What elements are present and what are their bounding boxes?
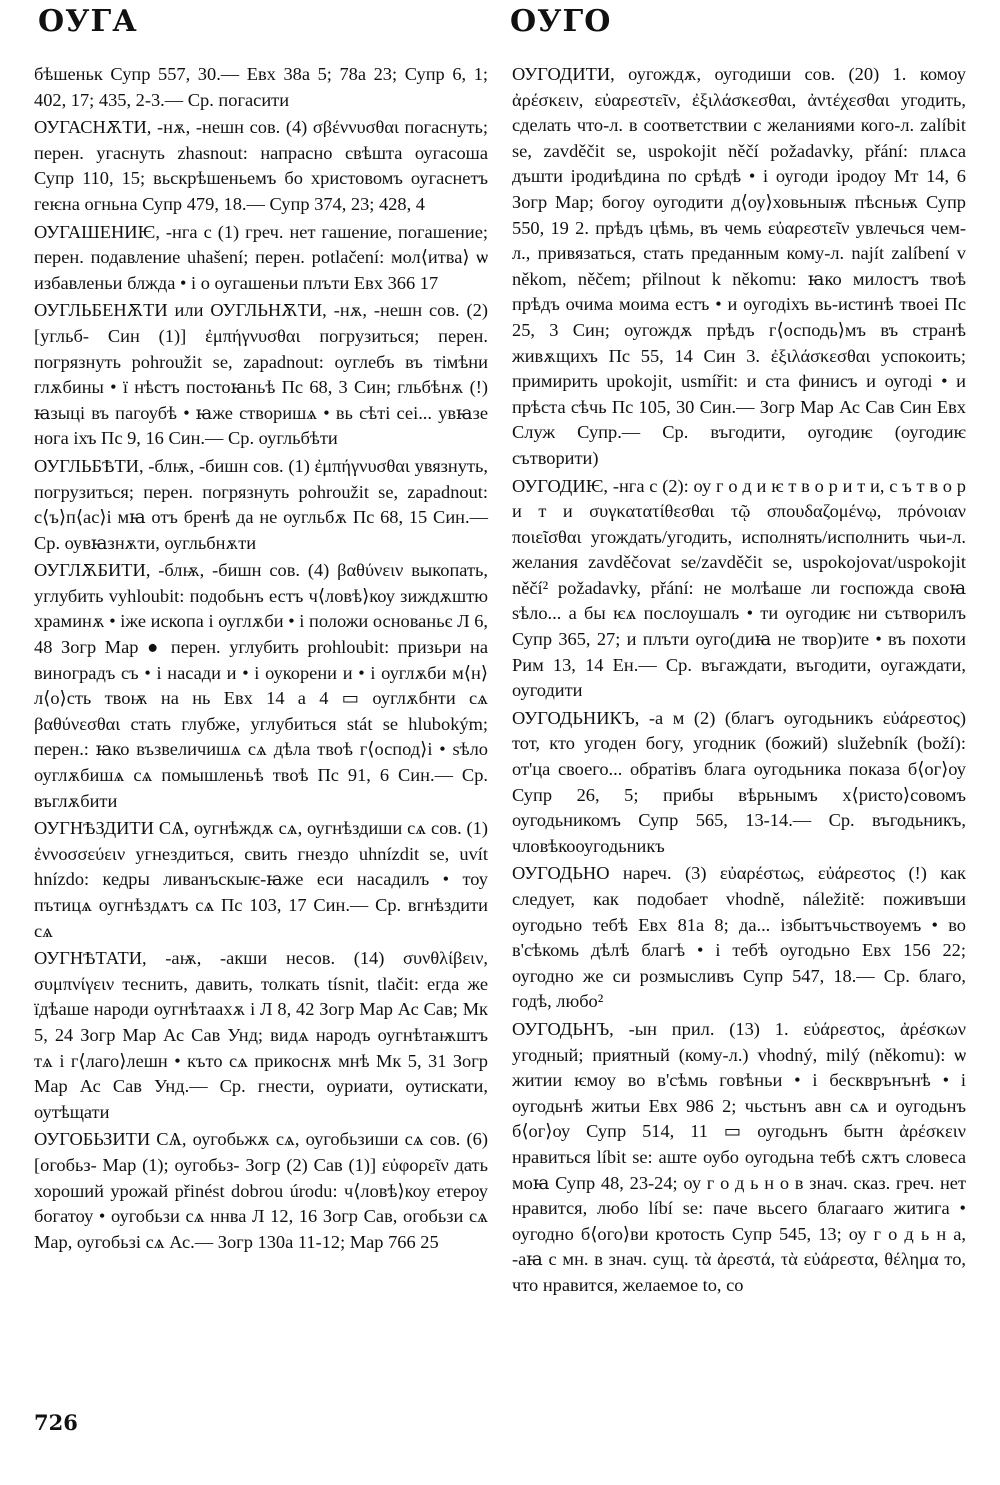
- page-number: 726: [34, 1410, 78, 1435]
- running-head-right: ОУГО: [510, 4, 612, 39]
- dictionary-entry: ОУГЛЬБѢТИ, -блѭ, -бишн сов. (1) ἐμπήγνυσθαι увязнуть, погрузиться; перен. погрязнуть pohroužit se, zapadnout: с⟨ъ⟩п⟨ас⟩і мꙗ отъ бренѣ да не оугльбѫ Пс 68, 15 Син.— Ср. оувꙗзнѫти, оугльбнѫти: [34, 455, 488, 553]
- dictionary-entry: ОУГЛЬБЕНѪТИ или ОУГЛЬНѪТИ, -нѫ, -нешн сов. (2) [угльб- Син (1)] ἐμπήγνυσθαι погрузиться; перен. погрязнуть pohroužit se, zapadnout: оуглебъ въ тімѣни глѫбины • ї нѣстъ постоꙗньѣ Пс 68, 3 Син; гльбѣнѫ (!) ꙗзыці въ пагоубѣ • ꙗже створишѧ • вь сѣті сеі... увꙗзе нога іхъ Пс 9, 16 Син.— Ср. оугльбѣти: [34, 300, 488, 449]
- running-head-left: ОУГА: [38, 4, 138, 39]
- dictionary-entry: ОУГНѢТАТИ, -аѭ, -акши несов. (14) συνθλίβειν, συμπνίγειν теснить, давить, толкать tísnit, tlačit: егда же їдѣаше народи оугнѣтаахѫ і Л 8, 42 Зогр Мар Ас Сав; Мк 5, 24 Зогр Мар Ас Сав Унд; видѧ народъ оугнѣтаѭштъ тѧ і г⟨лаго⟩лешн • къто сѧ прикоснѫ мнѣ Мк 5, 31 Зогр Мар Ас Сав Унд.— Ср. гнести, оуриати, оутискати, оутѣщати: [34, 948, 488, 1122]
- dictionary-entry: ОУГОДИТИ, оугождѫ, оугодиши сов. (20) 1. комоу ἀρέσκειν, εὐαρεστεῖν, ἐξιλάσκεσθαι, ἀντέχεσθαι угодить, сделать что-л. в соответствии с желаниями кого-л. zalíbit se, zavděčit se, uspokojit něčí požadavky, přání: плѧса дъшти іродиѣдина по срѣдѣ • і оугоди іродоу Мт 14, 6 Зогр Мар; богоу оугодити д⟨оу⟩ховьныѭ пѣсньѭ Супр 550, 19 2. прѣдъ цѣмь, въ чемь εὐαρεστεῖν увлечься чем-л., привязаться, стать преданным кому-л. najít zalíbení v někom, něčem; přilnout k někomu: ꙗко милостъ твоѣ прѣдъ очима моима естъ • и оугодіхъ вь-истинѣ твоеі Пс 25, 3 Син; оугождѫ прѣдъ г⟨осподь⟩мъ въ странѣ живѫщихъ Пс 55, 14 Син 3. ἐξιλάσκεσθαι успокоить; примирить upokojit, usmířit: и ста финисъ и оугоді • и прѣста сѣчь Пс 105, 30 Син.— Зогр Мар Ас Сав Син Евх Служ Супр.— Ср. въгодити, оугодиѥ (оугодиѥ сътворити): [512, 64, 966, 468]
- dictionary-entry: ОУГОБЬЗИТИ СѦ, оугобьжѫ сѧ, оугобьзиши сѧ сов. (6) [огобьз- Мар (1); оугобьз- Зогр (2) Сав (1)] εὐφορεῖν дать хороший урожай přinést dobrou úrodu: ч⟨ловѣ⟩коу етероу богатоу • оугобьзи сѧ ннва Л 12, 16 Зогр Сав, огобьзи сѧ Мар, оугобьзі сѧ Ас.— Зогр 130а 11-12; Мар 766 25: [34, 1129, 488, 1252]
- left-column: [34, 62, 488, 1255]
- dictionary-entry: ОУГОДЬНЪ, -ын прил. (13) 1. εὐάρεστος, ἀρέσκων угодный; приятный (кому-л.) vhodný, milý (někomu): ѡ житии ѥмоу во в'сѣмь говѣньи • і бескврънънѣ • і оугодьнѣ житьи Евх 986 2; чьстьнъ авн сѧ и оугодьнъ б⟨ог⟩оу Супр 514, 11 ▭ оугодьнъ бытн ἀρέσκειν нравиться líbit se: аште оубо оугодьна тебѣ сѫтъ словеса моꙗ Супр 48, 23-24; оу г о д ь н о в знач. сказ. греч. нет нравится, любо líbí se: паче вьсего благааго житига • оугодно б⟨ого⟩ви кротость Супр 545, 13; оу г о д ь н а, -аꙗ с мн. в знач. сущ. τὰ ἀρεστά, τὰ εὐάρεστα, θέλημα то, что нравится, желаемое to, co: [512, 1018, 966, 1295]
- dictionary-entry: ОУГОДЬНО нареч. (3) εὐαρέστως, εὐάρεστος (!) как следует, как подобает vhodně, náležitě: поживъши оугодьно тебѣ Евх 81а 8; да... ізбытъчьствоуемъ • во в'сѣкомь дѣлѣ благѣ • і тебѣ оугодьно Евх 156 22; оугодно же си розмысливъ Супр 547, 18.— Ср. благо, годѣ, любо²: [512, 863, 966, 1012]
- dictionary-entry: ОУГАШЕНИѤ, -нга с (1) греч. нет гашение, погашение; перен. подавление uhašení; перен. potlačení: мол⟨итва⟩ ѡ избавленьи блжда • і о оугашеньи плъти Евх 366 17: [34, 221, 488, 293]
- entry-continuation: бѣшеньк Супр 557, 30.— Евх 38а 5; 78а 23; Супр 6, 1; 402, 17; 435, 2-3.— Ср. погасити: [34, 64, 488, 110]
- dictionary-entry: ОУГЛѪБИТИ, -блѭ, -бишн сов. (4) βαθύνειν выкопать, углубить vyhloubit: подобьнъ естъ ч⟨ловѣ⟩коу зиждѫштю храминѫ • іже ископа і оуглѫби • і положи основаньє Л 6, 48 Зогр Мар ● перен. углубить prohloubit: призьри на виноградъ съ • і насади и • і оукорени и • і оуглѫби м⟨н⟩л⟨о⟩сть твоѭ на нь Евх 14 а 4 ▭ оуглѫбнти сѧ βαθύνεσθαι стать глубже, углубиться stát se hlubokým; перен.: ꙗко възвеличишѧ сѧ дѣла твоѣ г⟨оспод⟩і • ѕѣло оуглѫбишѧ сѧ помышленьѣ твоѣ Пс 91, 6 Син.— Ср. въглѫбити: [34, 560, 488, 811]
- right-column: [512, 62, 966, 1299]
- dictionary-entry: ОУГОДИѤ, -нга с (2): оу г о д и ѥ т в о р и т и, с ъ т в о р и т и συγκατατίθεσθαι τῷ σπουδαζομένῳ, πρόνοιαν ποιεῖσθαι угождать/угодить, исполнять/исполнить чьи-л. желания zavděčovat se/zavděčit se, uspokojovat/uspokojit něčí² požadavky, přání: не молѣаше ли госпожда своꙗ ѕѣло... а бы ѥѧ послоушалъ • ти оугодиѥ ни сътворилъ Супр 365, 27; и плъти оуго(диꙗ не твор)ите • въ похоти Рим 13, 14 Ен.— Ср. въгаждати, въгодити, оугаждати, оугодити: [512, 475, 966, 701]
- dictionary-entry: ОУГНѢЗДИТИ СѦ, оугнѣждѫ сѧ, оугнѣздиши сѧ сов. (1) ἐννοσσεύειν угнездиться, свить гнездо uhnízdit se, uvít hnízdo: кедры ливанъскыѥ-ꙗже еси насадилъ • тоу пътицѧ оугнѣздѧтъ сѧ Пс 103, 17 Син.— Ср. вгнѣздити сѧ: [34, 818, 488, 941]
- dictionary-entry: ОУГОДЬНИКЪ, -а м (2) (благъ оугодьникъ εὐάρεστος) тот, кто угоден богу, угодник (божий) služebník (boží): от'ца своего... обратівъ блага оугодьника показа б⟨ог⟩оу Супр 26, 5; прибы вѣрьнымъ х⟨ристо⟩совомъ оугодьникомъ Супр 565, 13-14.— Ср. въгодьникъ, чловѣкооугодьникъ: [512, 707, 966, 856]
- dictionary-entry: ОУГАСНѪТИ, -нѫ, -нешн сов. (4) σβέννυσθαι погаснуть; перен. угаснуть zhasnout: напрасно свѣшта оугасоша Супр 110, 15; вьскрѣшеньемъ бо христовомъ оугаснетъ геѥнa огньна Супр 479, 18.— Супр 374, 23; 428, 4: [34, 117, 488, 214]
